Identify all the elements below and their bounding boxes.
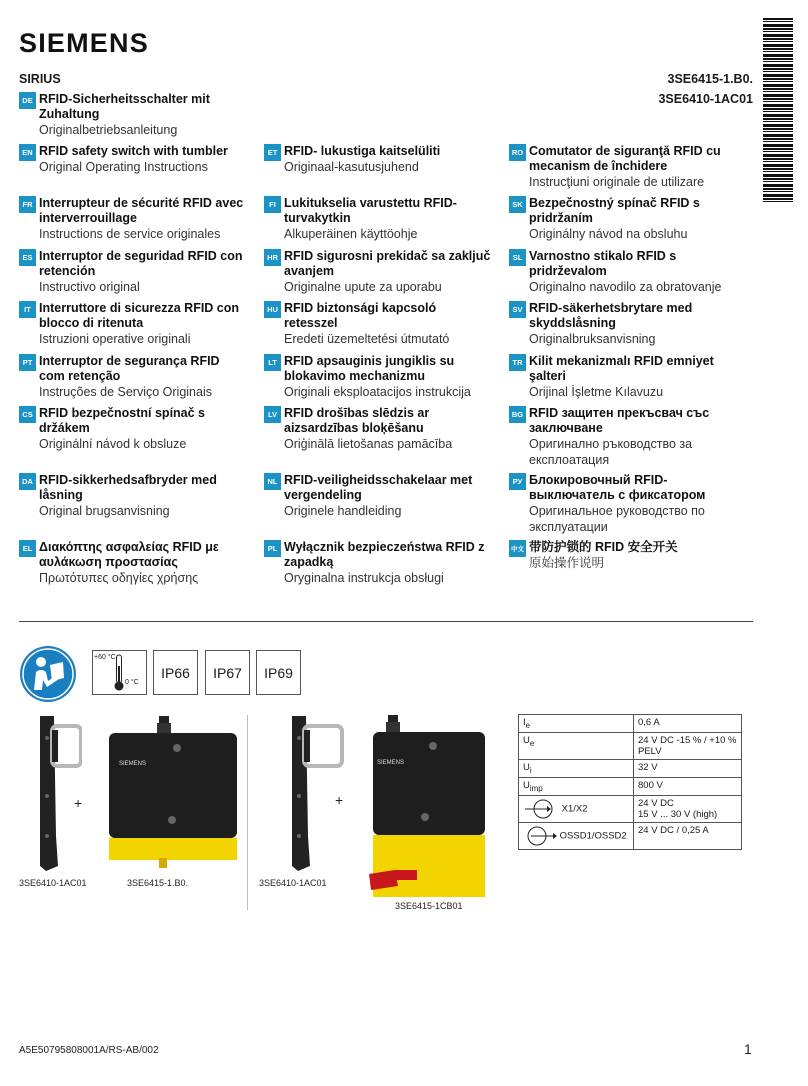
lang-title: RFID-veiligheidsschakelaar met vergendeling	[284, 473, 473, 502]
lang-title: RFID-Sicherheitsschalter mit Zuhaltung	[39, 92, 210, 121]
safety-switch-b-image	[365, 712, 495, 900]
temperature-range-symbol	[92, 650, 147, 695]
lang-subtitle: Instruções de Serviço Originais	[39, 385, 212, 399]
lang-badge: TR	[509, 354, 526, 371]
actuator-a-label: 3SE6410-1AC01	[19, 878, 87, 888]
specs-table	[518, 714, 742, 850]
lang-subtitle: Alkuperäinen käyttöohje	[284, 227, 418, 241]
lang-badge: PT	[19, 354, 36, 371]
spec-value: 800 V	[634, 777, 742, 795]
lang-badge: DE	[19, 92, 36, 109]
actuator-image	[36, 716, 82, 872]
lang-subtitle: Original Operating Instructions	[39, 160, 208, 174]
lang-badge: SL	[509, 249, 526, 266]
lang-title: RFID защитен прекъсвач със заключване	[529, 406, 710, 435]
lang-subtitle: Eredeti üzemeltetési útmutató	[284, 332, 450, 346]
lang-subtitle: Оригинальное руководство по эксплуатации	[529, 504, 705, 534]
device-brand-label: SIEMENS	[119, 761, 147, 767]
lang-block-es	[19, 249, 247, 295]
lang-badge: FR	[19, 196, 36, 213]
ip67-rating: IP67	[205, 650, 250, 695]
lang-block-sv	[509, 301, 749, 347]
lang-title: RFID biztonsági kapcsoló retesszel	[284, 301, 437, 330]
lang-badge: EL	[19, 540, 36, 557]
lang-badge: SV	[509, 301, 526, 318]
lang-badge: ET	[264, 144, 281, 161]
lang-badge: HR	[264, 249, 281, 266]
plus-sign: +	[74, 795, 83, 811]
lang-block-nl	[264, 473, 492, 519]
lang-subtitle: Originální návod k obsluze	[39, 437, 187, 451]
lang-block-sl	[509, 249, 749, 295]
lang-subtitle: Originalbruksanvisning	[529, 332, 656, 346]
lang-block-ru	[509, 473, 749, 535]
lang-subtitle: Originali eksploatacijos instrukcija	[284, 385, 471, 399]
lang-block-fr	[19, 196, 247, 242]
lang-title: RFID drošības slēdzis ar aizsardzības bloķēšanu	[284, 406, 430, 435]
lang-block-et	[264, 144, 492, 175]
lang-title: Comutator de siguranţă RFID cu mecanism de închidere	[529, 144, 721, 173]
lang-block-cs	[19, 406, 247, 452]
spec-symbol: $U_i$	[519, 759, 634, 777]
lang-block-pt	[19, 354, 247, 400]
lang-title: RFID apsauginis jungiklis su blokavimo mechanizmu	[284, 354, 455, 383]
lang-block-zh	[509, 540, 749, 571]
product-divider	[247, 715, 248, 910]
spec-symbol: $U_{imp}$	[519, 777, 634, 795]
actuator-b-label: 3SE6410-1AC01	[259, 878, 327, 888]
lang-subtitle: Instructions de service originales	[39, 227, 221, 241]
lang-subtitle: Original brugsanvisning	[39, 504, 170, 518]
lang-block-ro	[509, 144, 749, 190]
table-row	[519, 715, 742, 733]
lang-badge: LT	[264, 354, 281, 371]
temp-min-label: 0 °C	[125, 679, 139, 686]
lang-block-el	[19, 540, 247, 586]
lang-title: Блокировочный RFID-выключатель с фиксатором	[529, 473, 706, 502]
lang-title: Διακόπτης ασφαλείας RFID με αυλάκωση προστασίας	[39, 540, 219, 569]
lang-subtitle: Oriģinālā lietošanas pamācība	[284, 437, 453, 451]
lang-badge: NL	[264, 473, 281, 490]
lang-title: Bezpečnostný spínač RFID s pridržaním	[529, 196, 700, 225]
lang-badge: PL	[264, 540, 281, 557]
lang-title: RFID bezpečnostní spínač s držákem	[39, 406, 206, 435]
order-number-1: 3SE6415-1.B0.	[667, 72, 753, 86]
lang-title: RFID safety switch with tumbler	[39, 144, 228, 158]
spec-value: 0,6 A	[634, 715, 742, 733]
spec-symbol: OSSD1/OSSD2	[519, 822, 634, 849]
lang-block-lt	[264, 354, 492, 400]
lang-subtitle: 原始操作说明	[529, 556, 605, 570]
lang-badge: EN	[19, 144, 36, 161]
lang-badge: CS	[19, 406, 36, 423]
read-manual-icon	[19, 645, 77, 703]
lang-block-bg	[509, 406, 749, 468]
spec-value: 24 V DC -15 % / +10 % PELV	[634, 732, 742, 759]
lang-title: Interruptor de segurança RFID com retenção	[39, 354, 220, 383]
lang-block-fi	[264, 196, 492, 242]
table-row	[519, 759, 742, 777]
page-number: 1	[744, 1041, 752, 1057]
lang-subtitle: Instrucţiuni originale de utilizare	[529, 175, 705, 189]
table-row	[519, 732, 742, 759]
lang-block-pl	[264, 540, 492, 586]
lang-badge: РУ	[509, 473, 526, 490]
table-row	[519, 822, 742, 849]
lang-badge: DA	[19, 473, 36, 490]
lang-subtitle: Orijinal İşletme Kılavuzu	[529, 385, 664, 399]
spec-symbol: X1/X2	[519, 795, 634, 822]
lang-title: RFID- lukustiga kaitselüliti	[284, 144, 441, 158]
lang-block-de	[19, 92, 247, 138]
lang-subtitle: Oryginalna instrukcja obsługi	[284, 571, 444, 585]
lang-block-hu	[264, 301, 492, 347]
lang-subtitle: Originálny návod na obsluhu	[529, 227, 688, 241]
order-number-2: 3SE6410-1AC01	[658, 92, 753, 106]
lang-subtitle: Originalne upute za uporabu	[284, 280, 442, 294]
lang-badge: LV	[264, 406, 281, 423]
lang-block-lv	[264, 406, 492, 452]
device-brand-label-b: SIEMENS	[377, 760, 405, 766]
lang-title: Lukitukselia varustettu RFID-turvakytkin	[284, 196, 457, 225]
spec-value: 32 V	[634, 759, 742, 777]
lang-subtitle: Originalbetriebsanleitung	[39, 123, 178, 137]
thermometer-icon	[113, 654, 125, 692]
lang-subtitle: Originaal-kasutusjuhend	[284, 160, 419, 174]
barcode	[763, 18, 793, 204]
lang-badge: HU	[264, 301, 281, 318]
product-series: SIRIUS	[19, 72, 61, 86]
switch-b-label: 3SE6415-1CB01	[395, 901, 463, 911]
lang-badge: IT	[19, 301, 36, 318]
lang-subtitle: Istruzioni operative originali	[39, 332, 191, 346]
lang-block-hr	[264, 249, 492, 295]
lang-subtitle: Instructivo original	[39, 280, 140, 294]
lang-block-en	[19, 144, 247, 175]
spec-symbol: $U_e$	[519, 732, 634, 759]
lang-badge: RO	[509, 144, 526, 161]
lang-title: RFID sigurosni prekidač sa zaključ avanjem	[284, 249, 491, 278]
lang-subtitle: Originele handleiding	[284, 504, 402, 518]
lang-title: Interrupteur de sécurité RFID avec interverrouillage	[39, 196, 244, 225]
lang-title: RFID-sikkerhedsafbryder med låsning	[39, 473, 217, 502]
spec-symbol: $I_e$	[519, 715, 634, 733]
lang-badge: 中文	[509, 540, 526, 557]
lang-title: Kilit mekanizmalı RFID emniyet şalteri	[529, 354, 714, 383]
lang-title: Interruptor de seguridad RFID con retención	[39, 249, 243, 278]
ip66-rating: IP66	[153, 650, 198, 695]
lang-title: RFID-säkerhetsbrytare med skyddslåsning	[529, 301, 693, 330]
plus-sign-b: +	[335, 792, 344, 808]
table-row	[519, 777, 742, 795]
lang-badge: FI	[264, 196, 281, 213]
lang-title: Wyłącznik bezpieczeństwa RFID z zapadką	[284, 540, 485, 569]
lang-block-da	[19, 473, 247, 519]
lang-title: Varnostno stikalo RFID s pridrževalom	[529, 249, 677, 278]
output-arrow-icon	[523, 825, 557, 847]
document-id: A5E50795808001A/RS-AB/002	[19, 1045, 159, 1056]
siemens-logo: SIEMENS	[19, 28, 149, 58]
lang-subtitle: Оригинално ръководство за експлоатация	[529, 437, 693, 467]
table-row	[519, 795, 742, 822]
lang-title: Interruttore di sicurezza RFID con blocco di ritenuta	[39, 301, 240, 330]
spec-value: 24 V DC 15 V ... 30 V (high)	[634, 795, 742, 822]
spec-value: 24 V DC / 0,25 A	[634, 822, 742, 849]
lang-badge: SK	[509, 196, 526, 213]
lang-badge: BG	[509, 406, 526, 423]
section-divider	[19, 621, 753, 622]
lang-badge: ES	[19, 249, 36, 266]
lang-block-tr	[509, 354, 749, 400]
input-arrow-icon	[523, 798, 559, 820]
safety-switch-image	[107, 713, 239, 871]
lang-block-sk	[509, 196, 749, 242]
switch-a-label: 3SE6415-1.B0.	[127, 878, 189, 888]
lang-subtitle: Πρωτότυπες οδηγίες χρήσης	[39, 571, 199, 585]
lang-block-it	[19, 301, 247, 347]
temp-max-label: +60 °C	[94, 654, 116, 661]
ip69-rating: IP69	[256, 650, 301, 695]
lang-subtitle: Originalno navodilo za obratovanje	[529, 280, 722, 294]
lang-title: 带防护锁的 RFID 安全开关	[529, 540, 678, 554]
